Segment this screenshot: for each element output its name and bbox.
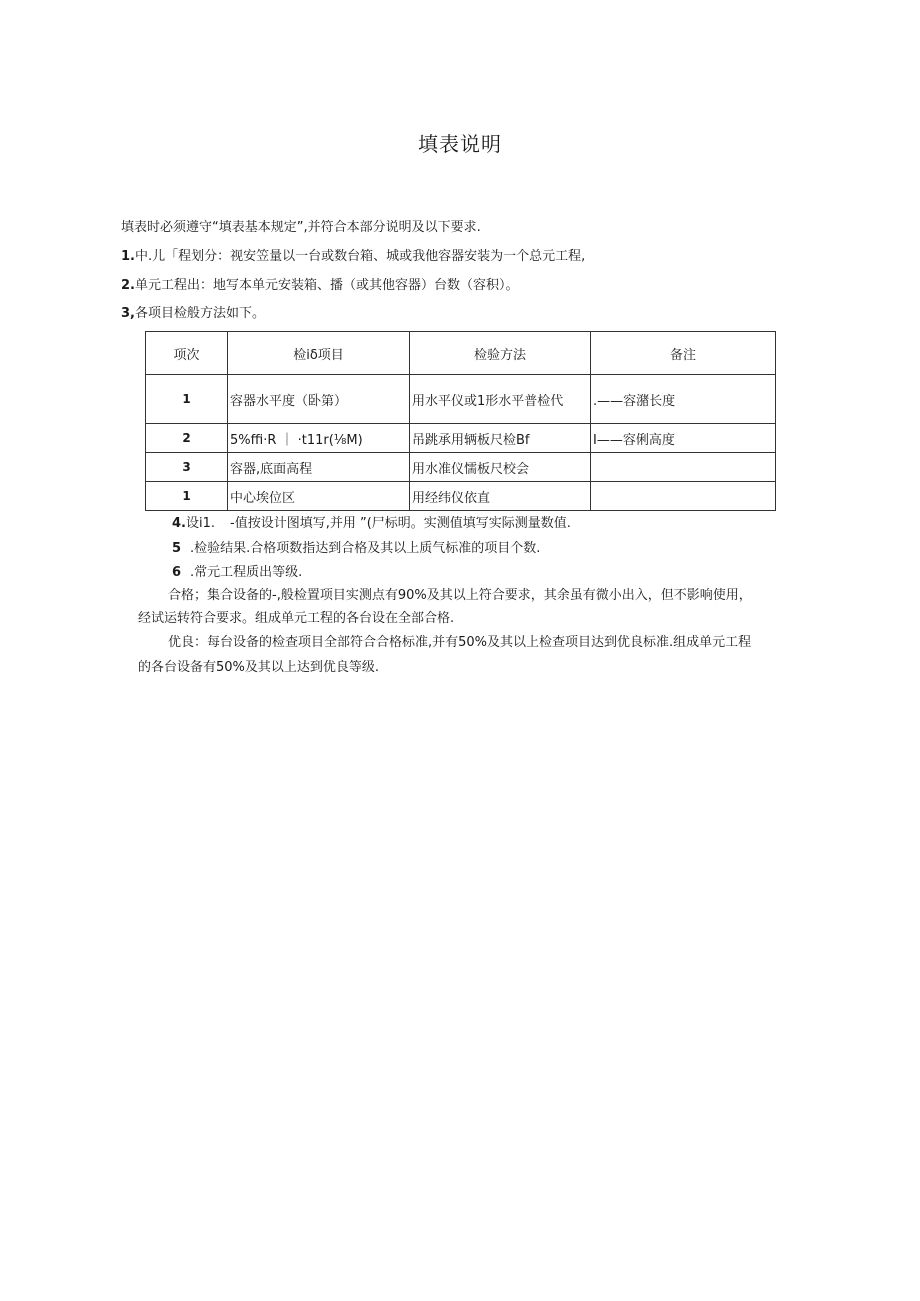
inspection-table [145,331,776,511]
note-5-num: 5 [172,541,182,556]
row-note [591,453,776,482]
header-item: 检iδ项目 [228,332,410,375]
table-header-row [146,332,776,375]
row-method: 吊跳承用辆板尺检Bf [410,424,591,453]
item-3-text: 各项目检般方法如下。 [134,306,265,321]
item-2-text: 单元工程出：地写本单元安装箱、播（或其他容器）台数（容积）。 [134,278,519,293]
note-4-text: -值按设计图填写,并用 ”(尸标明。实测值填写实际测量数值. [230,516,571,531]
row-method: 用水准仪懦板尺校会 [410,453,591,482]
table-row [146,453,776,482]
good-grade-line-2: 的各台设备有50%及其以上达到优良等级. [138,660,380,675]
note-4-label: 设i1. [185,516,215,531]
row-item: 容器水平度（卧第） [228,375,410,424]
intro-text: 填表时必须遵守“填表基本规定”,并符合本部分说明及以下要求. [121,220,481,235]
note-6-num: 6 [172,565,182,580]
note-4-num: 4. [172,516,186,531]
row-note [591,482,776,511]
item-1 [121,248,585,266]
row-num: 1 [146,375,228,424]
row-note: .——容潴长度 [591,375,776,424]
item-1-num: 1. [121,249,135,264]
item-2-num: 2. [121,278,135,293]
page-title: 填表说明 [418,132,502,156]
row-note: I——容俐高度 [591,424,776,453]
item-3-num: 3, [121,306,135,321]
row-item: 5%ffi·R ｜ ·t11r(⅛M) [228,424,410,453]
item-3 [121,305,265,323]
note-5-text: .检验结果.合格项数指达到合格及其以上质气标准的项目个数. [190,541,541,556]
pass-grade-line-1: 合格；集合设备的-,般检置项目实测点有90%及其以上符合要求，其余虽有微小出入，但不影响使用， [168,588,752,603]
item-1-text: 中.儿「程划分：视安笠量以一台或数台箱、城或我他容器安装为一个总元工程, [134,249,586,264]
row-method: 用水平仪或1形水平普检代 [410,375,591,424]
header-index: 项次 [146,332,228,375]
table-row [146,482,776,511]
good-grade-line-1: 优良：每台设备的检查项目全部符合合格标准,并有50%及其以上检查项目达到优良标准.组成单元工程 [168,635,752,650]
item-2 [121,277,519,295]
row-num: 3 [146,453,228,482]
pass-grade-line-2: 经试运转符合要求。组成单元工程的各台设在全部合格. [138,611,455,626]
row-item: 中心埃位区 [228,482,410,511]
row-num: 1 [146,482,228,511]
row-num: 2 [146,424,228,453]
row-item: 容器,底面高程 [228,453,410,482]
note-4 [172,515,215,533]
header-note: 备注 [591,332,776,375]
row-method: 用经纬仪依直 [410,482,591,511]
table-row [146,424,776,453]
header-method: 检验方法 [410,332,591,375]
table-row [146,375,776,424]
note-6-text: .常元工程质出等级. [190,565,303,580]
